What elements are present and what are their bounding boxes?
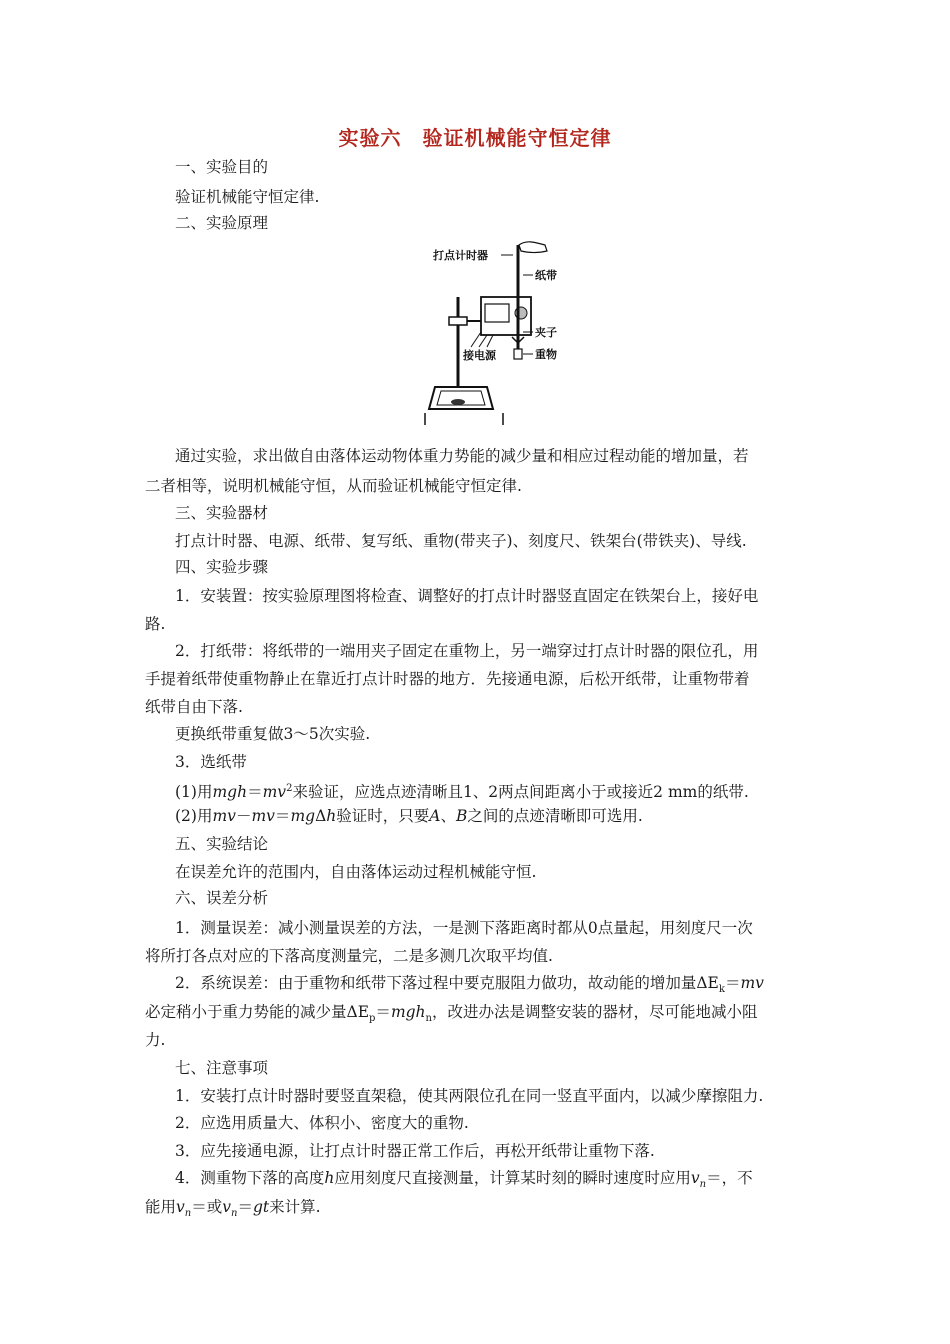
equipment-text: 打点计时器、电源、纸带、复写纸、重物(带夹子)、刻度尺、铁架台(带铁夹)、导线. [175, 532, 747, 550]
section-heading-notes: 七、注意事项 [175, 1059, 269, 1077]
formula-line-1: (1)用$mgh=mv^2$来验证，应选点迹清晰且1、2两点间距离小于或接近2 mm的纸带. [175, 783, 749, 802]
principle-text-line1: 通过实验，求出做自由落体运动物体重力势能的减少量和相应过程动能的增加量，若 [175, 447, 749, 465]
section-heading-equipment: 三、实验器材 [175, 504, 269, 522]
label-weight: 重物 [535, 348, 557, 361]
note2: 2．应选用质量大、体积小、密度大的重物. [175, 1114, 469, 1132]
section-heading-conclusion: 五、实验结论 [175, 835, 269, 853]
step3-heading: 3．选纸带 [175, 753, 247, 771]
section-heading-error: 六、误差分析 [175, 889, 269, 907]
note4-line2: 能用$v_n=$或$v_n=gt$来计算. [145, 1198, 321, 1220]
section-heading-purpose: 一、实验目的 [175, 158, 269, 176]
error1-line1: 1．测量误差：减小测量误差的方法，一是测下落距离时都从0点量起，用刻度尺一次 [175, 919, 753, 937]
step2-line1: 2．打纸带：将纸带的一端用夹子固定在重物上，另一端穿过打点计时器的限位孔，用 [175, 642, 759, 660]
apparatus-diagram [415, 237, 595, 425]
error1-line2: 将所打各点对应的下落高度测量完，二是多测几次取平均值. [145, 947, 553, 965]
label-timer: 打点计时器 [433, 249, 488, 262]
error2-line1: 2．系统误差：由于重物和纸带下落过程中要克服阻力做功，故动能的增加量$\Delta E_k=mv$ [175, 974, 764, 996]
formula-line-2: (2)用mv－mv＝mgΔh验证时，只要A、B之间的点迹清晰即可选用. [175, 807, 643, 825]
step2-line3: 纸带自由下落. [145, 698, 243, 716]
page-title: 实验六 验证机械能守恒定律 [338, 126, 612, 150]
note4-line1: 4．测重物下落的高度h应用刻度尺直接测量，计算某时刻的瞬时速度时应用$v_n=$，不 [175, 1169, 753, 1191]
label-clip: 夹子 [535, 326, 557, 339]
step1-line2: 路. [145, 615, 166, 633]
step2-line2: 手提着纸带使重物静止在靠近打点计时器的地方．先接通电源，后松开纸带，让重物带着 [145, 670, 750, 688]
step1-line1: 1．安装置：按实验原理图将检查、调整好的打点计时器竖直固定在铁架台上，接好电 [175, 587, 759, 605]
purpose-text: 验证机械能守恒定律. [175, 188, 320, 206]
principle-text-line2: 二者相等，说明机械能守恒，从而验证机械能守恒定律. [145, 477, 522, 495]
step2-line4: 更换纸带重复做3～5次实验. [175, 725, 371, 743]
error2-line2: 必定稍小于重力势能的减少量$\Delta E_p=mgh_n$，改进办法是调整安装的器材，尽可能地减小阻 [145, 1003, 758, 1025]
note3: 3．应先接通电源，让打点计时器正常工作后，再松开纸带让重物下落. [175, 1142, 655, 1160]
section-heading-principle: 二、实验原理 [175, 214, 269, 232]
error2-line3: 力. [145, 1031, 166, 1049]
label-tape: 纸带 [535, 269, 557, 282]
section-heading-steps: 四、实验步骤 [175, 558, 269, 576]
conclusion-text: 在误差允许的范围内，自由落体运动过程机械能守恒. [175, 863, 537, 881]
note1: 1．安装打点计时器时要竖直架稳，使其两限位孔在同一竖直平面内，以减少摩擦阻力. [175, 1087, 764, 1105]
label-power: 接电源 [463, 349, 496, 362]
